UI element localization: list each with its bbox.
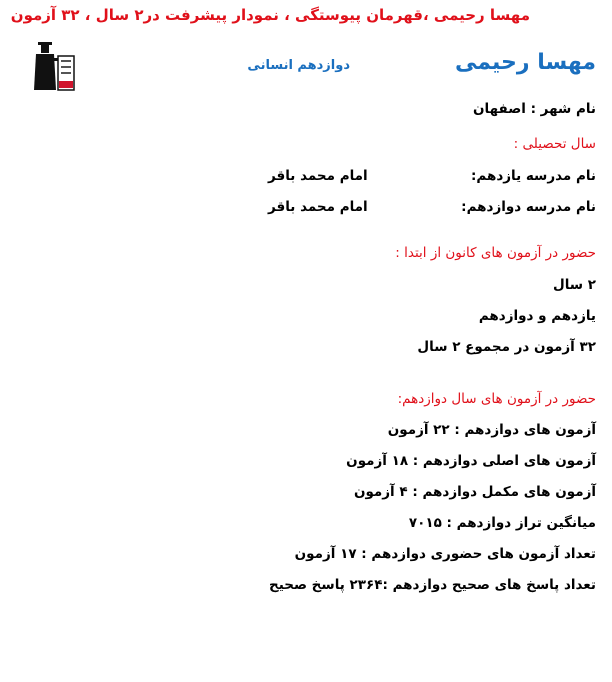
since-start-line: ۲ سال — [552, 277, 596, 293]
grade12-line: آزمون های دوازدهم : ۲۲ آزمون — [387, 422, 596, 438]
page-title: مهسا رحیمی ،قهرمان پیوستگی ، نمودار پیشرفت در۲ سال ، ۳۲ آزمون — [10, 6, 530, 24]
grade12-heading: حضور در آزمون های سال دوازدهم: — [397, 391, 596, 407]
school-12-label: نام مدرسه دوازدهم: — [461, 199, 596, 215]
school-11-value: امام محمد باقر — [268, 168, 368, 184]
kanoon-logo-icon — [30, 40, 78, 92]
since-start-line: ۳۲ آزمون در مجموع ۲ سال — [417, 339, 596, 355]
academic-year-heading: سال تحصیلی : — [513, 136, 596, 152]
city-line: نام شهر : اصفهان — [472, 101, 596, 117]
grade-label: دوازدهم انسانی — [247, 58, 350, 73]
school-12-value: امام محمد باقر — [268, 199, 368, 215]
student-name: مهسا رحیمی — [455, 50, 596, 75]
grade12-line: آزمون های مکمل دوازدهم : ۴ آزمون — [353, 484, 596, 500]
grade12-line: آزمون های اصلی دوازدهم : ۱۸ آزمون — [346, 453, 596, 469]
grade12-line: تعداد آزمون های حضوری دوازدهم : ۱۷ آزمون — [294, 546, 596, 562]
since-start-line: یازدهم و دوازدهم — [478, 308, 596, 324]
since-start-heading: حضور در آزمون های کانون از ابتدا : — [395, 245, 596, 261]
grade12-line: تعداد پاسخ های صحیح دوازدهم :۲۳۶۴ پاسخ صحیح — [268, 577, 596, 593]
grade12-line: میانگین تراز دوازدهم : ۷۰۱۵ — [408, 515, 596, 531]
school-11-label: نام مدرسه یازدهم: — [470, 168, 596, 184]
